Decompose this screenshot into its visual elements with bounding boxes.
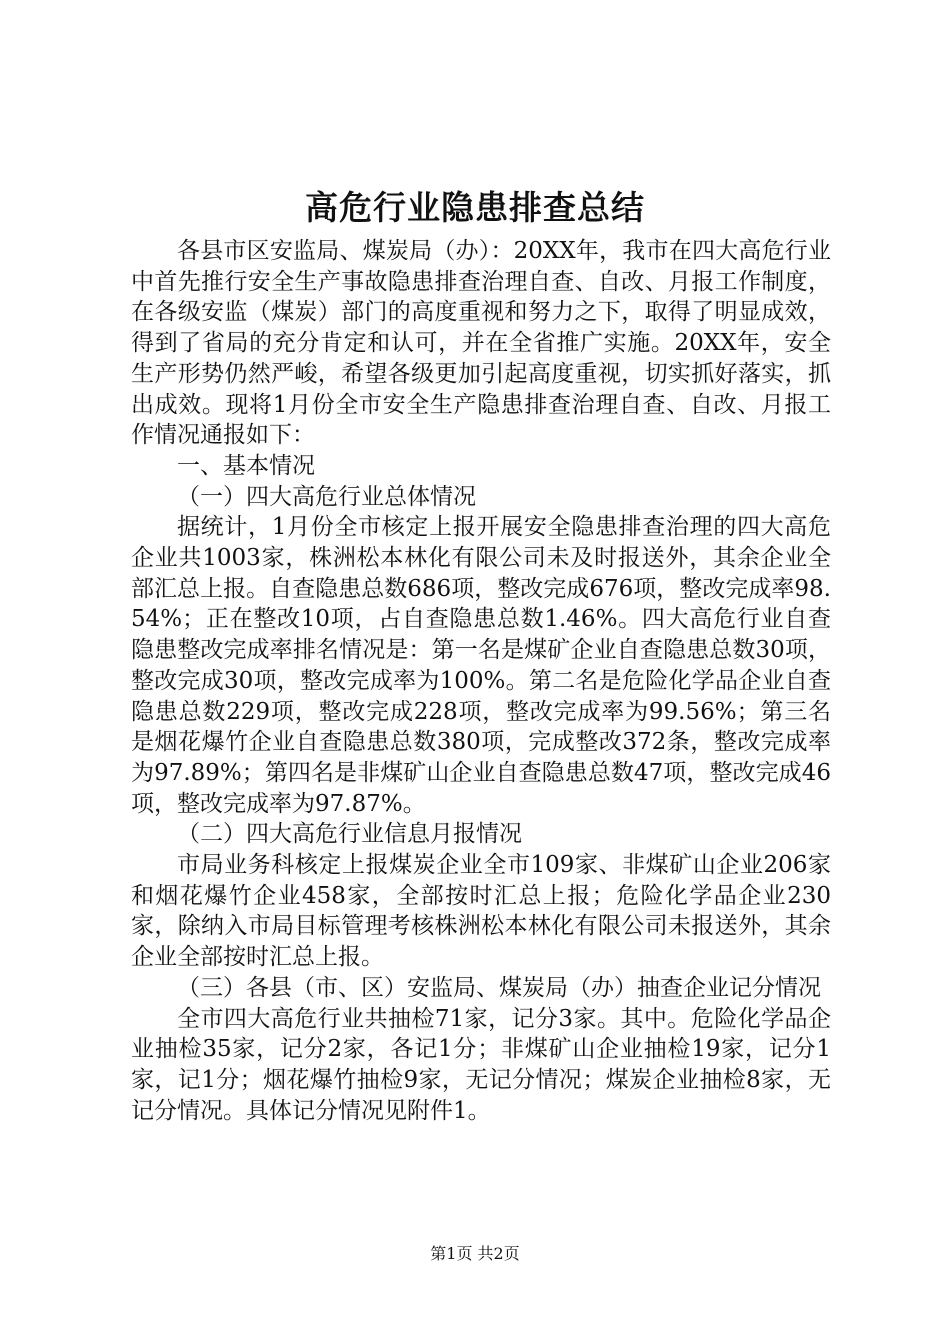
- subsection-heading-spot-check: （三）各县（市、区）安监局、煤炭局（办）抽查企业记分情况: [177, 974, 821, 1001]
- document-body: [131, 236, 831, 1126]
- page-number-footer: 第1页 共2页: [430, 1244, 520, 1263]
- subsection-heading-overall: （一）四大高危行业总体情况: [177, 483, 476, 510]
- intro-paragraph: 各县市区安监局、煤炭局（办）：20XX年，我市在四大高危行业中首先推行安全生产事故隐患排查治理自查、自改、月报工作制度，在各级安监（煤炭）部门的高度重视和努力之下，取得了明显成效，得到了省局的充分肯定和认可，并在全省推广实施。20XX年，安全生产形势仍然严峻，希望各级更加引起高度重视，切实抓好落实，抓出成效。现将1月份全市安全生产隐患排查治理自查、自改、月报工作情况通报如下：: [131, 238, 831, 449]
- spot-check-paragraph: 全市四大高危行业共抽检71家，记分3家。其中。危险化学品企业抽检35家，记分2家，各记1分；非煤矿山企业抽检19家，记分1家，记1分；烟花爆竹抽检9家，无记分情况；煤炭企业抽检8家，无记分情况。具体记分情况见附件1。: [131, 1005, 831, 1124]
- overall-paragraph: 据统计，1月份全市核定上报开展安全隐患排查治理的四大高危企业共1003家，株洲松本林化有限公司未及时报送外，其余企业全部汇总上报。自查隐患总数686项，整改完成676项，整改完成率98.54%；正在整改10项，占自查隐患总数1.46%。四大高危行业自查隐患整改完成率排名情况是：第一名是煤矿企业自查隐患总数30项，整改完成30项，整改完成率为100%。第二名是危险化学品企业自查隐患总数229项，整改完成228项，整改完成率为99.56%；第三名是烟花爆竹企业自查隐患总数380项，完成整改372条，整改完成率为97.89%；第四名是非煤矿山企业自查隐患总数47项，整改完成46项，整改完成率为97.87%。: [131, 514, 831, 817]
- section-heading-basic: 一、基本情况: [177, 452, 315, 479]
- subsection-heading-monthly-report: （二）四大高危行业信息月报情况: [177, 821, 522, 848]
- document-title: 高危行业隐患排查总结: [305, 188, 645, 227]
- monthly-report-paragraph: 市局业务科核定上报煤炭企业全市109家、非煤矿山企业206家和烟花爆竹企业458家，全部按时汇总上报；危险化学品企业230家，除纳入市局目标管理考核株洲松本林化有限公司未报送外，其余企业全部按时汇总上报。: [131, 852, 831, 971]
